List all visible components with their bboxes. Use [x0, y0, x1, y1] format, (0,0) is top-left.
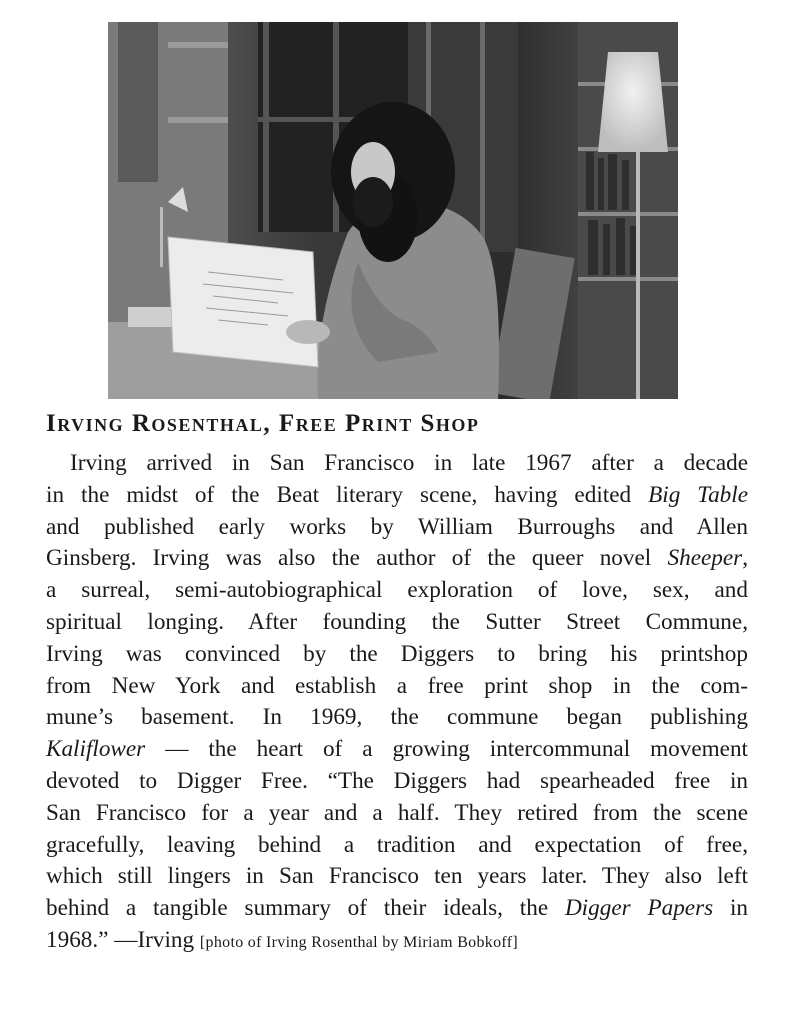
- article-heading: Irving Rosenthal, Free Print Shop: [46, 410, 480, 437]
- text-span: in the midst of the Beat literary scene, having edited: [46, 481, 649, 508]
- text-line: a surreal, semi-autobiographical exploration of love, sex, and: [46, 577, 748, 604]
- text-line: [46, 734, 748, 766]
- text-line: San Francisco for a year and a half. They retired from the scene: [46, 799, 748, 826]
- text-span: 1968.” —Irving: [46, 926, 200, 953]
- text-line: [46, 925, 748, 959]
- text-span: behind a tangible summary of their ideals, the: [46, 895, 565, 922]
- text-span: in: [713, 895, 748, 922]
- paragraph: [46, 448, 748, 959]
- article-body: [46, 448, 748, 959]
- text-span: — the heart of a growing intercommunal movement: [145, 736, 748, 763]
- title-kaliflower: Kaliflower: [46, 736, 146, 763]
- photo-irving-rosenthal: [108, 22, 678, 399]
- text-line: [46, 893, 748, 925]
- text-line: gracefully, leaving behind a tradition and expectation of free,: [46, 831, 748, 858]
- text-span: Ginsberg. Irving was also the author of the queer novel: [46, 545, 668, 572]
- text-line: from New York and establish a free print shop in the com-: [46, 672, 748, 699]
- title-big-table: Big Table: [648, 481, 748, 508]
- text-span: ,: [742, 545, 748, 572]
- text-line: and published early works by William Burroughs and Allen: [46, 513, 748, 540]
- photo-credit: [photo of Irving Rosenthal by Miriam Bobkoff]: [199, 933, 518, 951]
- photo-illustration: [108, 22, 678, 399]
- text-line: [46, 543, 748, 575]
- text-line: [46, 480, 748, 512]
- title-digger-papers: Digger Papers: [564, 895, 714, 922]
- text-line: devoted to Digger Free. “The Diggers had spearheaded free in: [46, 767, 748, 794]
- text-line: spiritual longing. After founding the Sutter Street Commune,: [46, 608, 748, 635]
- text-line: mune’s basement. In 1969, the commune began publishing: [46, 704, 748, 731]
- text-line: which still lingers in San Francisco ten years later. They also left: [46, 863, 748, 890]
- text-line: Irving arrived in San Francisco in late 1967 after a decade: [70, 450, 748, 476]
- title-sheeper: Sheeper: [667, 545, 743, 572]
- text-line: Irving was convinced by the Diggers to bring his printshop: [46, 640, 748, 667]
